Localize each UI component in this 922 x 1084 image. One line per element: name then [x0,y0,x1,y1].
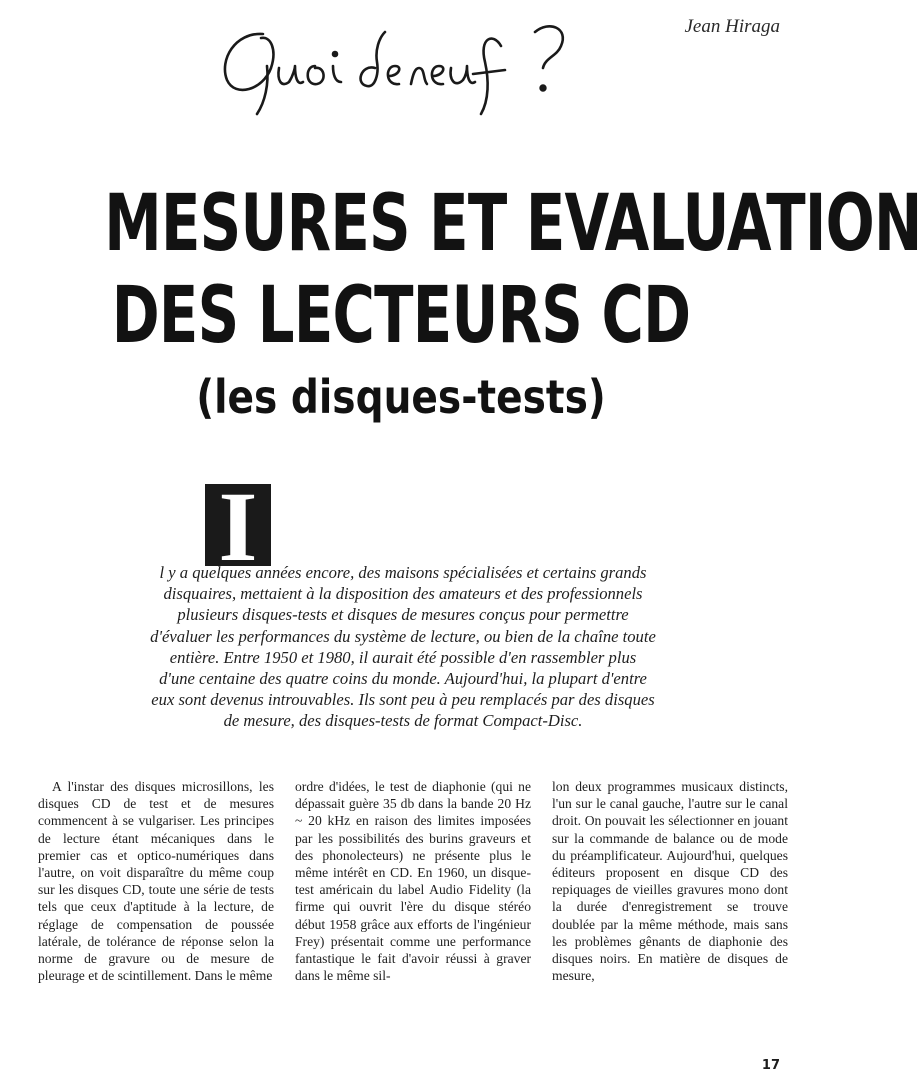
page-number: 17 [761,1058,780,1073]
author-name: Jean Hiraga [684,16,780,37]
body-columns [38,778,788,984]
intro-paragraph: l y a quelques années encore, des maisons spécialisées et certains grands disquaires, mettaient à la disposition des amateurs et des professionnels plusieurs disques-tests et disques de mesures conçus pour permettre d'évaluer les performances du système de lecture, ou bien de la chaîne toute entière. Entre 1950 et 1980, il aurait été possible d'en rassembler plus d'une centaine des quatre coins du monde. Aujourd'hui, la plupart d'entre eux sont devenus introuvables. Ils sont peu à peu remplacés par des disques de mesure, des disques-tests de format Compact-Disc. [150,563,656,731]
drop-cap [205,471,271,582]
body-column-2: ordre d'idées, le test de diaphonie (qui ne dépassait guère 35 db dans la bande 20 Hz ~ 20 kHz en raison des limites imposées par les possibilités des burins graveurs et des phonolecteurs) ne présente plus le même intérêt en CD. En 1960, un disque-test américain du label Audio Fidelity (la firme qui ouvrit l'ère du disque stéréo début 1958 grâce aux efforts de l'ingénieur Frey) présentait comme une performance fantastique le fait d'avoir réussi à graver dans le même sil- [295,779,531,984]
body-column-3: lon deux programmes musicaux distincts, l'un sur le canal gauche, l'autre sur le canal droit. On pouvait les sélectionner en jouant sur la commande de balance ou de mode du préamplificateur. Aujourd'hui, quelques éditeurs proposent en disque CD des repiquages de vieilles gravures mono dont la durée d'enregistrement se trouve doublée par la même méthode, mais sans les problèmes gênants de diaphonie des disques noirs. En matière de disques de mesure, [552,779,788,984]
rubrique-handwritten-logo [205,10,625,120]
drop-cap-letter: I [218,471,258,582]
article-subtitle: (les disques-tests) [196,370,606,424]
article-title [0,178,922,432]
body-column-1: A l'instar des disques microsillons, les disques CD de test et de mesures commencent à se vulgariser. Les principes de lecture étant mécaniques dans le premier cas et optico-numériques dans l'autre, on voit disparaître du même coup sur les disques CD, toute une série de tests tels que ceux d'aptitude à la lecture, de réglage de compensation de poussée latérale, de tolérance de réponse selon la norme de gravure ou de mesure de pleurage et de scintillement. Dans le même [38,779,274,984]
title-line-1: MESURES ET EVALUATION [104,179,922,269]
title-line-2: DES LECTEURS CD [111,271,691,361]
